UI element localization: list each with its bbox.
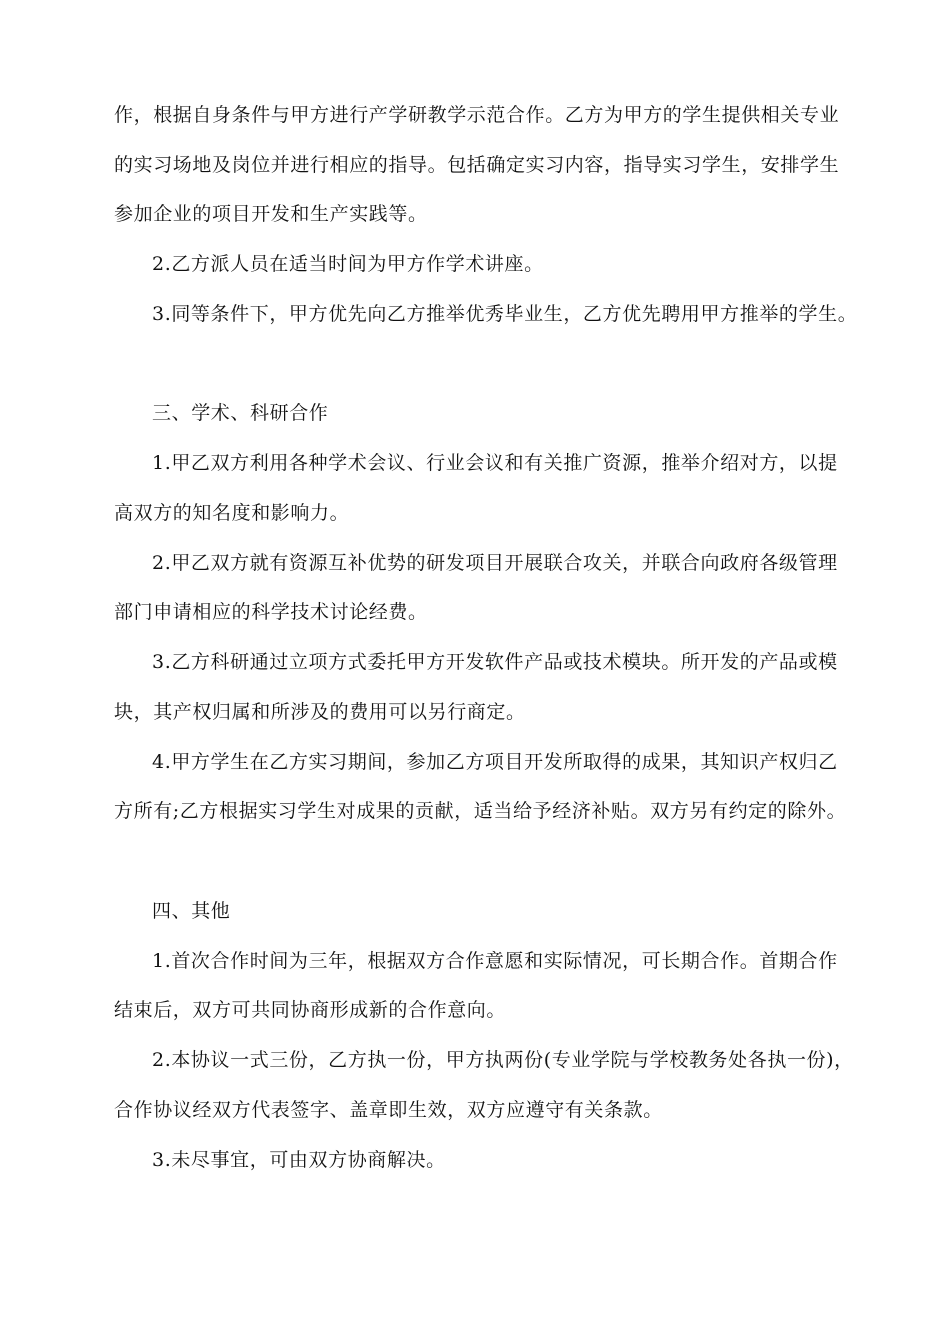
paragraph-line: 3.未尽事宜，可由双方协商解决。 bbox=[152, 1149, 446, 1171]
paragraph-line: 参加企业的项目开发和生产实践等。 bbox=[114, 203, 428, 225]
paragraph-line: 块，其产权归属和所涉及的费用可以另行商定。 bbox=[114, 701, 526, 723]
paragraph-line: 2.甲乙双方就有资源互补优势的研发项目开展联合攻关，并联合向政府各级管理 bbox=[152, 552, 838, 574]
paragraph-line: 高双方的知名度和影响力。 bbox=[114, 502, 350, 524]
paragraph-line: 作，根据自身条件与甲方进行产学研教学示范合作。乙方为甲方的学生提供相关专业 bbox=[114, 104, 840, 126]
paragraph-line: 方所有;乙方根据实习学生对成果的贡献，适当给予经济补贴。双方另有约定的除外。 bbox=[114, 800, 847, 822]
paragraph-line: 2.本协议一式三份，乙方执一份，甲方执两份(专业学院与学校教务处各执一份)， bbox=[152, 1049, 854, 1071]
paragraph-line: 结束后，双方可共同协商形成新的合作意向。 bbox=[114, 999, 507, 1021]
paragraph-line: 2.乙方派人员在适当时间为甲方作学术讲座。 bbox=[152, 253, 544, 275]
paragraph-line: 4.甲方学生在乙方实习期间，参加乙方项目开发所取得的成果，其知识产权归乙 bbox=[152, 751, 838, 773]
section-heading: 三、学术、科研合作 bbox=[152, 402, 329, 424]
paragraph-line: 合作协议经双方代表签字、盖章即生效，双方应遵守有关条款。 bbox=[114, 1099, 663, 1121]
paragraph-line: 3.乙方科研通过立项方式委托甲方开发软件产品或技术模块。所开发的产品或模 bbox=[152, 651, 838, 673]
paragraph-line: 1.甲乙双方利用各种学术会议、行业会议和有关推广资源，推举介绍对方，以提 bbox=[152, 452, 838, 474]
paragraph-line: 3.同等条件下，甲方优先向乙方推举优秀毕业生，乙方优先聘用甲方推举的学生。 bbox=[152, 303, 858, 325]
paragraph-line: 部门申请相应的科学技术讨论经费。 bbox=[114, 601, 428, 623]
paragraph-line: 的实习场地及岗位并进行相应的指导。包括确定实习内容，指导实习学生，安排学生 bbox=[114, 154, 840, 176]
section-heading: 四、其他 bbox=[152, 900, 231, 922]
paragraph-line: 1.首次合作时间为三年，根据双方合作意愿和实际情况，可长期合作。首期合作 bbox=[152, 950, 838, 972]
